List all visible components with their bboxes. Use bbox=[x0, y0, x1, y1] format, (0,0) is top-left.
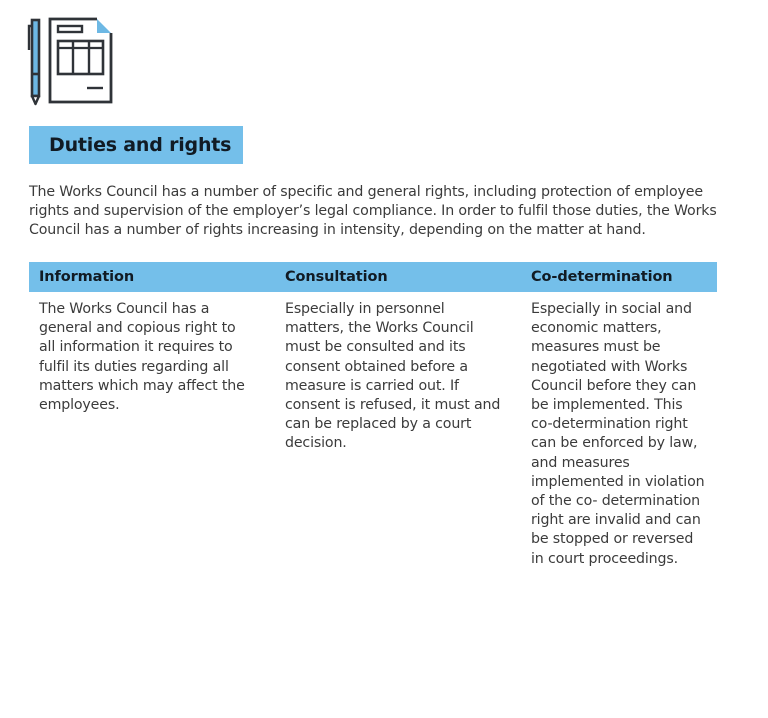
cell-information: The Works Council has a general and copious right to all information it requires to fulfil its duties regarding all matters which may affect the employees. bbox=[39, 301, 245, 414]
table-row bbox=[29, 292, 717, 569]
pen-icon bbox=[29, 20, 39, 104]
page-title: Duties and rights bbox=[49, 134, 232, 156]
column-header-co-determination: Co-determination bbox=[531, 269, 673, 285]
paper-form-icon bbox=[50, 19, 111, 102]
rights-table bbox=[29, 262, 717, 569]
cell-consultation: Especially in personnel matters, the Works Council must be consulted and its consent obtained before a measure is carried out. If consent is refused, it must and can be replaced by a court decision. bbox=[285, 301, 501, 452]
table-header-row bbox=[29, 262, 717, 292]
intro-paragraph: The Works Council has a number of specific and general rights, including protection of employee rights and supervision of the employer’s legal compliance. In order to fulfil those duties, the Works Council has a number of rights increasing in intensity, depending on the matter at hand. bbox=[29, 184, 717, 238]
cell-co-determination: Especially in social and economic matters, measures must be negotiated with Works Council before they can be implemented. This co-determination right can be enforced by law, and measures implemented in violation of the co- determination right are invalid and can be stopped or reversed in court proceedings. bbox=[531, 301, 705, 567]
column-header-consultation: Consultation bbox=[285, 269, 388, 285]
document-form-with-pen-icon bbox=[27, 16, 115, 106]
section-title-banner bbox=[29, 126, 243, 164]
column-header-information: Information bbox=[39, 269, 135, 285]
